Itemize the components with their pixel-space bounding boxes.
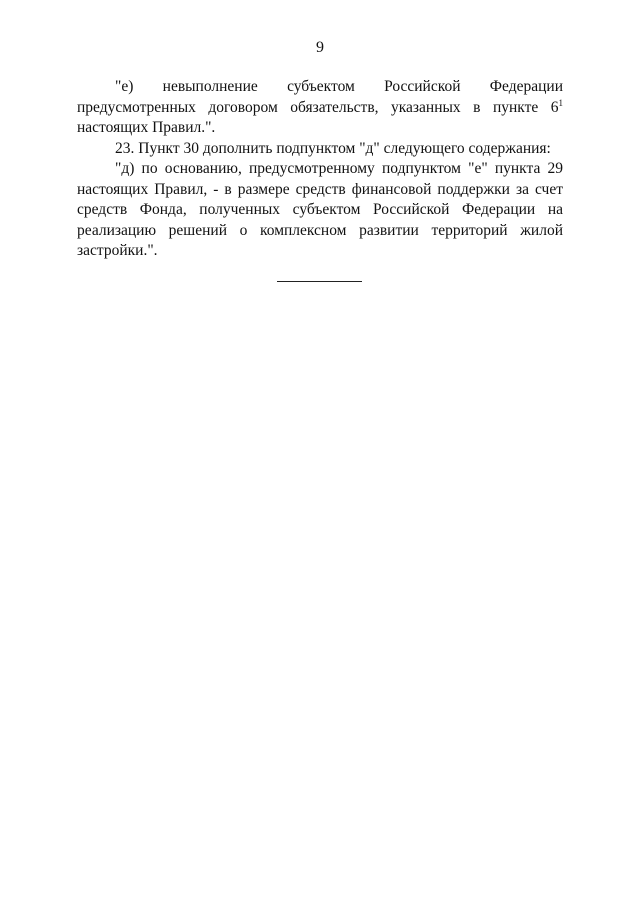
superscript-marker: 1 (558, 97, 563, 108)
end-separator-line (277, 281, 362, 282)
paragraph-item-23: 23. Пункт 30 дополнить подпунктом "д" следующего содержания: (115, 139, 551, 157)
document-body (77, 77, 563, 262)
paragraph-subitem-e-tail: настоящих Правил.". (77, 119, 216, 136)
paragraph-subitem-e (77, 77, 563, 139)
paragraph-subitem-d: "д) по основанию, предусмотренному подпунктом "е" пункта 29 настоящих Правил, - в размере средств финансовой поддержки за счет средств Фонда, полученных субъектом Российской Федерации на реализацию решений о комплексном развитии территорий жилой застройки.". (77, 160, 563, 259)
page-number: 9 (316, 39, 324, 56)
paragraph-subitem-e-text: "е) невыполнение субъектом Российской Федерации предусмотренных договором обязательств, указанных в пункте 6 (77, 78, 563, 116)
